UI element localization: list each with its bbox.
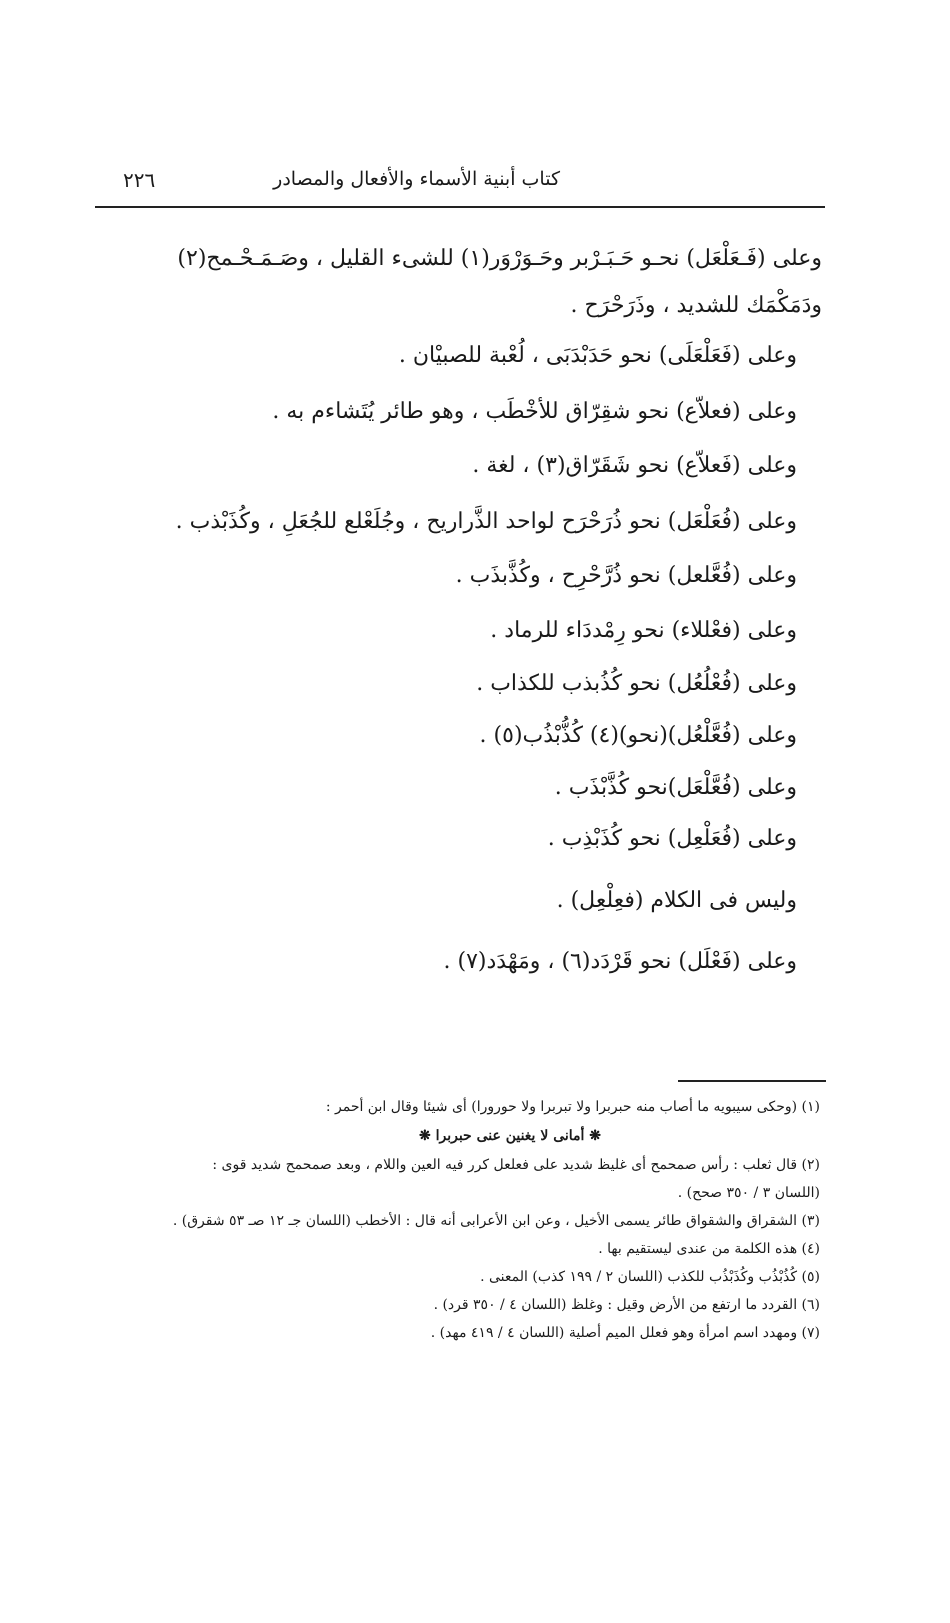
footnote-line: (٢) قال ثعلب : رأس صمحمح أى غليظ شديد على فعلعل كرر فيه العين واللام ، وبعد صمحمح شديد قوى :: [212, 1157, 820, 1173]
body-line: وعلى (فَـعَلْعَل) نحـو حَـبَـرْبر وحَـوَرْوَر(١) للشىء القليل ، وصَـمَـحْـمح(٢): [177, 246, 822, 271]
footnote-line: (اللسان ٣ / ٣٥٠ صحح) .: [677, 1185, 820, 1201]
footnote-line: (٣) الشقراق والشقواق طائر يسمى الأخيل ، وعن ابن الأعرابى أنه قال : الأخطب (اللسان جـ ١٢ صـ ٥٣ شقرق) .: [172, 1213, 820, 1229]
running-header: [95, 162, 825, 208]
body-line: وعلى (فُعَّلْعُل)(نحو)(٤) كُذُّبْذُب(٥) .: [479, 723, 797, 748]
footnote-line: (١) (وحكى سيبويه ما أصاب منه حبربرا ولا تبربرا ولا حورورا) أى شيئا وقال ابن أحمر :: [325, 1099, 820, 1115]
footnote-verse: ❋ أمانى لا يغنين عنى حبربرا ❋: [418, 1128, 602, 1144]
body-line: وعلى (فُعَّلعل) نحو ذُرَّحْرِح ، وكُذَّبذَب .: [455, 563, 797, 588]
header-title: كتاب أبنية الأسماء والأفعال والمصادر: [273, 168, 560, 190]
body-line: وعلى (فعْللاء) نحو رِمْددَاء للرماد .: [490, 618, 797, 643]
body-line: وعلى (فُعَّلْعَل)نحو كُذَّبْذَب .: [554, 775, 797, 800]
page-number: ٢٢٦: [123, 168, 156, 192]
footnote-line: (٤) هذه الكلمة من عندى ليستقيم بها .: [598, 1241, 820, 1257]
body-line: وعلى (فُعَلْعَل) نحو ذُرَحْرَح لواحد الذَّراريح ، وجُلَعْلع للجُعَلِ ، وكُذَبْذب .: [175, 509, 797, 534]
body-line: ودَمَكْمَك للشديد ، وذَرَحْرَح .: [570, 293, 822, 318]
footnote-line: (٥) كُذُبْذُب وكُذَبْذُب للكذب (اللسان ٢ / ١٩٩ كذب) المعنى .: [480, 1269, 820, 1285]
body-line: وعلى (فُعَلْعِل) نحو كُذَبْذِب .: [547, 826, 797, 851]
body-line: وعلى (فَعَلْعَلَى) نحو حَدَبْدَبَى ، لُعْبة للصبيْان .: [398, 343, 797, 368]
body-line: وعلى (فعلاّع) نحو شقِرّاق للأخْطَب ، وهو طائر يُتَشاءم به .: [272, 399, 797, 424]
body-line: وعلى (فُعْلُعُل) نحو كُذُبذب للكذاب .: [476, 671, 797, 696]
footnote-line: (٦) القردد ما ارتفع من الأرض وقيل : وغلظ (اللسان ٤ / ٣٥٠ قرد) .: [433, 1297, 820, 1313]
footnote-divider: [678, 1080, 826, 1082]
body-line: وليس فى الكلام (فعِلْعِل) .: [556, 888, 797, 913]
body-line: وعلى (فَعْلَل) نحو قَرْدَد(٦) ، ومَهْدَد(٧) .: [443, 949, 797, 974]
body-line: وعلى (فَعلاّع) نحو شَقَرّاق(٣) ، لغة .: [472, 453, 797, 478]
footnote-line: (٧) ومهدد اسم امرأة وهو فعلل الميم أصلية (اللسان ٤ / ٤١٩ مهد) .: [430, 1325, 820, 1341]
